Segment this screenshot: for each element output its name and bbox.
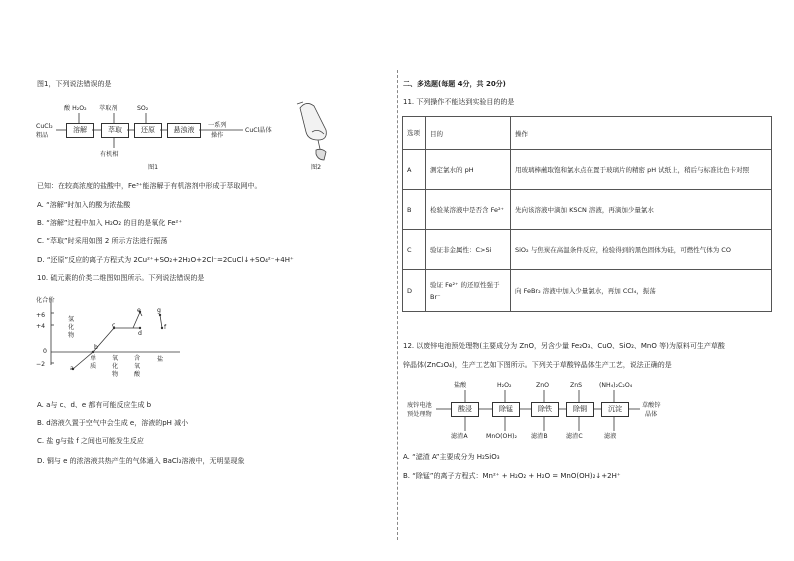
- flow-waste-3: 滤渣B: [531, 433, 548, 440]
- fig1-start: CuCl₂: [36, 123, 53, 130]
- flow-start-1: 废锌电池: [407, 402, 432, 409]
- fig1-organic-phase: 有机相: [100, 151, 119, 158]
- q12-option-b: B. “除锰”的离子方程式：Mn²⁺ + H₂O₂ + H₂O = MnO(OH)₂↓+2H⁺: [403, 472, 621, 480]
- table-header-operation: 操作: [511, 117, 772, 150]
- flow-reagent-2: H₂O₂: [497, 382, 512, 389]
- fig10-tick-0: 0: [43, 348, 47, 355]
- flow-product-2: 晶体: [645, 411, 658, 418]
- table-header-row: [403, 117, 772, 150]
- table-row: B 检验某溶液中是否含 Fe²⁺ 先向该溶液中滴加 KSCN 溶液，再滴加少量氯水: [403, 190, 772, 230]
- fig1-arrows: [0, 0, 330, 180]
- fig1-reagent2: 萃取剂: [99, 105, 118, 112]
- fig1-box-reduce: 还原: [134, 123, 162, 138]
- q11-stem: 11. 下列操作不能达到实验目的的是: [403, 98, 515, 106]
- separatory-funnel-icon: [297, 102, 326, 160]
- q10-option-c: C. 盐 g与盐 f 之间也可能发生反应: [37, 437, 144, 445]
- fig1-box-suspension: 悬浊液: [167, 123, 201, 138]
- flow-reagent-1: 盐酸: [454, 382, 467, 389]
- q12-option-a: A. “滤渣 A”主要成分为 H₂SiO₃: [403, 453, 500, 461]
- fig10-point-g: g: [157, 307, 161, 314]
- fig10-tick-6: +6: [36, 312, 46, 319]
- table-header-purpose: 目的: [426, 117, 511, 150]
- fig10-ylabel: 化合价: [36, 297, 55, 304]
- flow-product-1: 草酸锌: [642, 402, 661, 409]
- q10-option-b: B. d溶液久置于空气中会生成 e，溶液的pH 减小: [37, 419, 189, 427]
- q9-option-a: A. “溶解”时加入的酸为浓盐酸: [37, 201, 131, 209]
- flow-box-remove-mn: 除锰: [492, 402, 520, 417]
- fig10-cat-salt: 盐: [157, 356, 164, 363]
- flow-reagent-3: ZnO: [536, 382, 550, 389]
- table-row: C 验证非金属性：C>Si SiO₂ 与焦炭在高温条件反应，检验得到的黑色固体为硅，可燃性气体为 CO: [403, 230, 772, 270]
- flow-box-remove-fe: 除铁: [531, 402, 559, 417]
- q10-option-a: A. a与 c、d、e 都有可能反应生成 b: [37, 401, 152, 409]
- fig1-arrow-label-1: 一系列: [208, 122, 227, 129]
- q9-stem: 图1，下列说法错误的是: [37, 80, 112, 88]
- fig1-box-extract: 萃取: [101, 123, 129, 138]
- fig10-point-a: a: [70, 365, 74, 372]
- fig10-cat-element: 单质: [90, 355, 97, 370]
- fig1-reagent3: SO₂: [137, 105, 149, 112]
- fig10-tick-neg2: −2: [36, 361, 46, 368]
- q9-option-b: B. “溶解”过程中加入 H₂O₂ 的目的是氧化 Fe²⁺: [37, 219, 183, 227]
- fig1-arrow-label-2: 操作: [211, 132, 224, 139]
- fig1-reagent1: 酸 H₂O₂: [64, 105, 87, 112]
- table-row: A 测定氯水的 pH 用玻璃棒蘸取饱和氯水点在置于玻璃片的精密 pH 试纸上，稍后与标准比色卡对照: [403, 150, 772, 190]
- flow-box-acid-leach: 酸浸: [451, 402, 479, 417]
- fig10-cat-hydride: 氢化物: [68, 316, 75, 339]
- q12-stem-line2: 锌晶体(ZnC₂O₄)，生产工艺如下图所示。下列关于草酸锌晶体生产工艺，说法正确的是: [403, 361, 672, 369]
- column-divider: [397, 70, 398, 540]
- fig10-point-f: f: [164, 324, 167, 331]
- fig10-point-d: d: [138, 330, 142, 337]
- flow-reagent-4: ZnS: [570, 382, 583, 389]
- q12-stem-line1: 12. 以废锌电池预处理物(主要成分为 ZnO，另含少量 Fe₂O₃、CuO、SiO₂、MnO 等)为原料可生产草酸: [403, 342, 725, 350]
- fig10-point-e: e: [137, 307, 141, 314]
- fig10-cat-oxyacid: 含氧酸: [134, 355, 141, 378]
- q9-option-c: C. “萃取”时采用如图 2 所示方法进行振荡: [37, 237, 168, 245]
- flow-reagent-5: (NH₄)₂C₂O₄: [599, 382, 633, 389]
- fig1-box-dissolve: 溶解: [66, 123, 94, 138]
- flow-waste-2: MnO(OH)₂: [486, 433, 517, 440]
- flow-waste-1: 滤渣A: [451, 433, 468, 440]
- flow-waste-5: 滤液: [604, 433, 617, 440]
- fig10-point-c: c: [112, 322, 116, 329]
- q11-table: [402, 116, 772, 312]
- fig2-caption: 图2: [311, 164, 322, 171]
- fig1-product: CuCl晶体: [245, 127, 272, 134]
- q9-info: 已知：在较高浓度的盐酸中，Fe³⁺能溶解于有机溶剂中形成于萃取网中。: [37, 182, 262, 190]
- table-row: D 验证 Fe²⁺ 的还原性强于 Br⁻ 向 FeBr₂ 溶液中加入少量氯水，再加 CCl₄，振荡: [403, 270, 772, 312]
- section-title: 二、多选题(每题 4分，共 20分): [403, 80, 506, 88]
- fig1-caption: 图1: [148, 164, 159, 171]
- flow-start-2: 预处理物: [407, 411, 432, 418]
- fig1-start-sub: 粗品: [36, 132, 49, 139]
- fig10-cat-oxide: 氧化物: [112, 355, 119, 378]
- q9-option-d: D. “还原”反应的离子方程式为 2Cu²⁺+SO₂+2H₂O+2Cl⁻=2CuCl↓+SO₄²⁻+4H⁺: [37, 256, 294, 264]
- q10-option-d: D. 铜与 e 的浓溶液共热产生的气体通入 BaCl₂溶液中，无明显现象: [37, 457, 245, 465]
- q10-stem: 10. 硫元素的价类二维图如图所示。下列说法错误的是: [37, 274, 205, 282]
- fig10-tick-4: +4: [36, 323, 46, 330]
- fig10-point-b: b: [94, 344, 98, 351]
- table-header-option: 选项: [403, 117, 426, 150]
- flow-box-remove-cu: 除铜: [566, 402, 594, 417]
- flow-waste-4: 滤渣C: [566, 433, 583, 440]
- flow-box-precipitate: 沉淀: [601, 402, 629, 417]
